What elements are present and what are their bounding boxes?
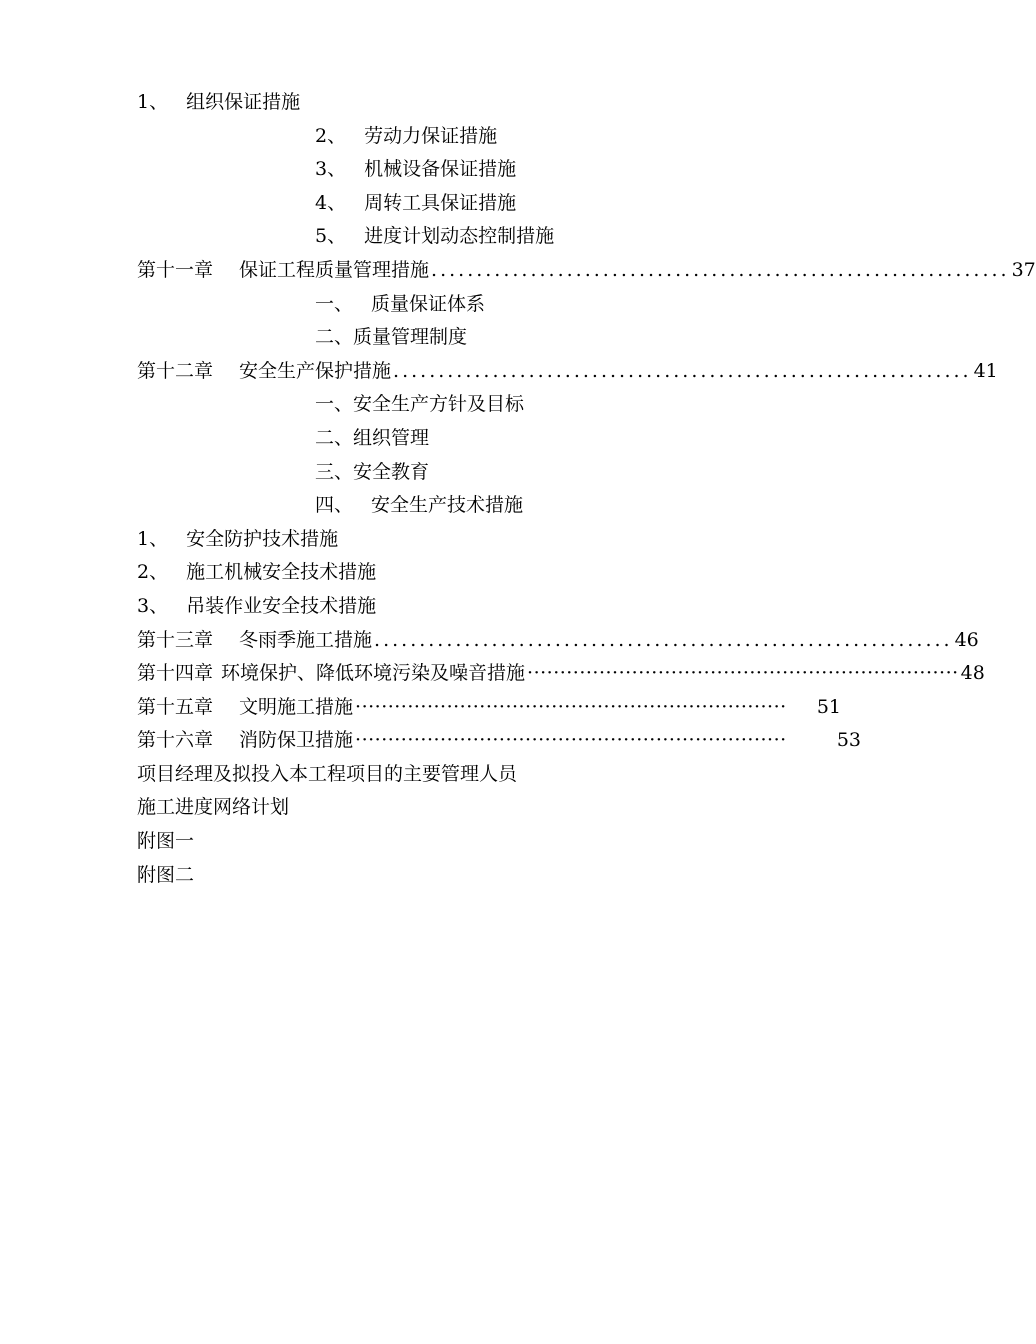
toc-entry bbox=[137, 791, 861, 825]
page-number: 48 bbox=[960, 662, 985, 685]
toc-chapter-entry bbox=[137, 355, 998, 389]
entry-number: 5、 bbox=[315, 225, 347, 248]
entry-title: 质量保证体系 bbox=[371, 292, 486, 315]
dot-leader: ................................................................ bbox=[431, 258, 1010, 281]
entry-title: 附图二 bbox=[137, 863, 195, 886]
entry-number: 1、 bbox=[137, 91, 169, 113]
toc-chapter-entry bbox=[137, 691, 861, 725]
page-number: 41 bbox=[973, 359, 998, 382]
entry-title: 进度计划动态控制措施 bbox=[364, 225, 555, 248]
toc-chapter-entry bbox=[137, 657, 985, 691]
toc-entry bbox=[137, 489, 861, 523]
entry-title: 周转工具保证措施 bbox=[364, 191, 517, 214]
toc-entry bbox=[137, 456, 861, 490]
page-number: 46 bbox=[954, 628, 979, 651]
entry-title: 组织保证措施 bbox=[186, 91, 301, 113]
entry-number: 2、 bbox=[137, 561, 169, 584]
toc-entry bbox=[137, 153, 861, 187]
entry-title: 三、安全教育 bbox=[315, 460, 430, 483]
toc-entry bbox=[137, 422, 861, 456]
entry-number: 一、 bbox=[315, 292, 354, 315]
entry-title: 一、安全生产方针及目标 bbox=[315, 393, 525, 416]
toc-entry bbox=[137, 556, 861, 590]
chapter-number: 第十一章 bbox=[137, 258, 214, 281]
entry-title: 机械设备保证措施 bbox=[364, 158, 517, 181]
entry-number: 1、 bbox=[137, 527, 169, 550]
dot-leader: ................................................................ bbox=[374, 628, 953, 651]
entry-number: 四、 bbox=[315, 494, 354, 517]
entry-title: 二、质量管理制度 bbox=[315, 326, 468, 349]
toc-entry bbox=[137, 86, 861, 120]
chapter-title: 保证工程质量管理措施 bbox=[239, 258, 430, 281]
page-number: 51 bbox=[816, 695, 841, 718]
toc-entry bbox=[137, 120, 861, 154]
entry-number: 2、 bbox=[315, 124, 347, 147]
entry-title: 项目经理及拟投入本工程项目的主要管理人员 bbox=[137, 762, 518, 785]
toc-entry bbox=[137, 758, 861, 792]
toc-entry bbox=[137, 523, 861, 557]
entry-title: 劳动力保证措施 bbox=[364, 124, 498, 147]
chapter-number: 第十三章 bbox=[137, 628, 214, 651]
entry-number: 3、 bbox=[137, 594, 169, 617]
dot-leader: ·································································· bbox=[355, 729, 787, 752]
page-number: 53 bbox=[836, 729, 861, 752]
entry-title: 安全防护技术措施 bbox=[186, 527, 339, 550]
toc-entry bbox=[137, 187, 861, 221]
chapter-number: 第十六章 bbox=[137, 729, 214, 752]
toc-entry bbox=[137, 590, 861, 624]
entry-title: 二、组织管理 bbox=[315, 426, 430, 449]
chapter-title: 文明施工措施 bbox=[239, 695, 354, 718]
entry-number: 4、 bbox=[315, 191, 347, 214]
toc-entry bbox=[137, 388, 861, 422]
chapter-number: 第十二章 bbox=[137, 359, 214, 382]
chapter-number: 第十五章 bbox=[137, 695, 214, 718]
dot-leader: ·································································· bbox=[355, 695, 787, 718]
entry-number: 3、 bbox=[315, 158, 347, 181]
entry-title: 吊装作业安全技术措施 bbox=[186, 594, 377, 617]
toc-entry bbox=[137, 288, 861, 322]
chapter-title: 安全生产保护措施 bbox=[239, 359, 392, 382]
chapter-title: 冬雨季施工措施 bbox=[239, 628, 373, 651]
chapter-number: 第十四章 bbox=[137, 662, 214, 685]
table-of-contents bbox=[137, 86, 1036, 892]
entry-title: 施工进度网络计划 bbox=[137, 796, 290, 819]
toc-chapter-entry bbox=[137, 254, 1036, 288]
dot-leader: ·································································· bbox=[527, 662, 959, 685]
toc-entry bbox=[137, 321, 861, 355]
dot-leader: ................................................................ bbox=[393, 359, 972, 382]
entry-title: 安全生产技术措施 bbox=[371, 494, 524, 517]
chapter-title: 消防保卫措施 bbox=[239, 729, 354, 752]
page-number: 37 bbox=[1011, 258, 1036, 281]
toc-chapter-entry bbox=[137, 624, 979, 658]
toc-entry bbox=[137, 859, 861, 893]
toc-entry bbox=[137, 825, 861, 859]
entry-title: 附图一 bbox=[137, 830, 195, 853]
toc-entry bbox=[137, 220, 861, 254]
chapter-title: 环境保护、降低环境污染及噪音措施 bbox=[221, 662, 526, 685]
toc-chapter-entry bbox=[137, 724, 861, 758]
entry-title: 施工机械安全技术措施 bbox=[186, 561, 377, 584]
